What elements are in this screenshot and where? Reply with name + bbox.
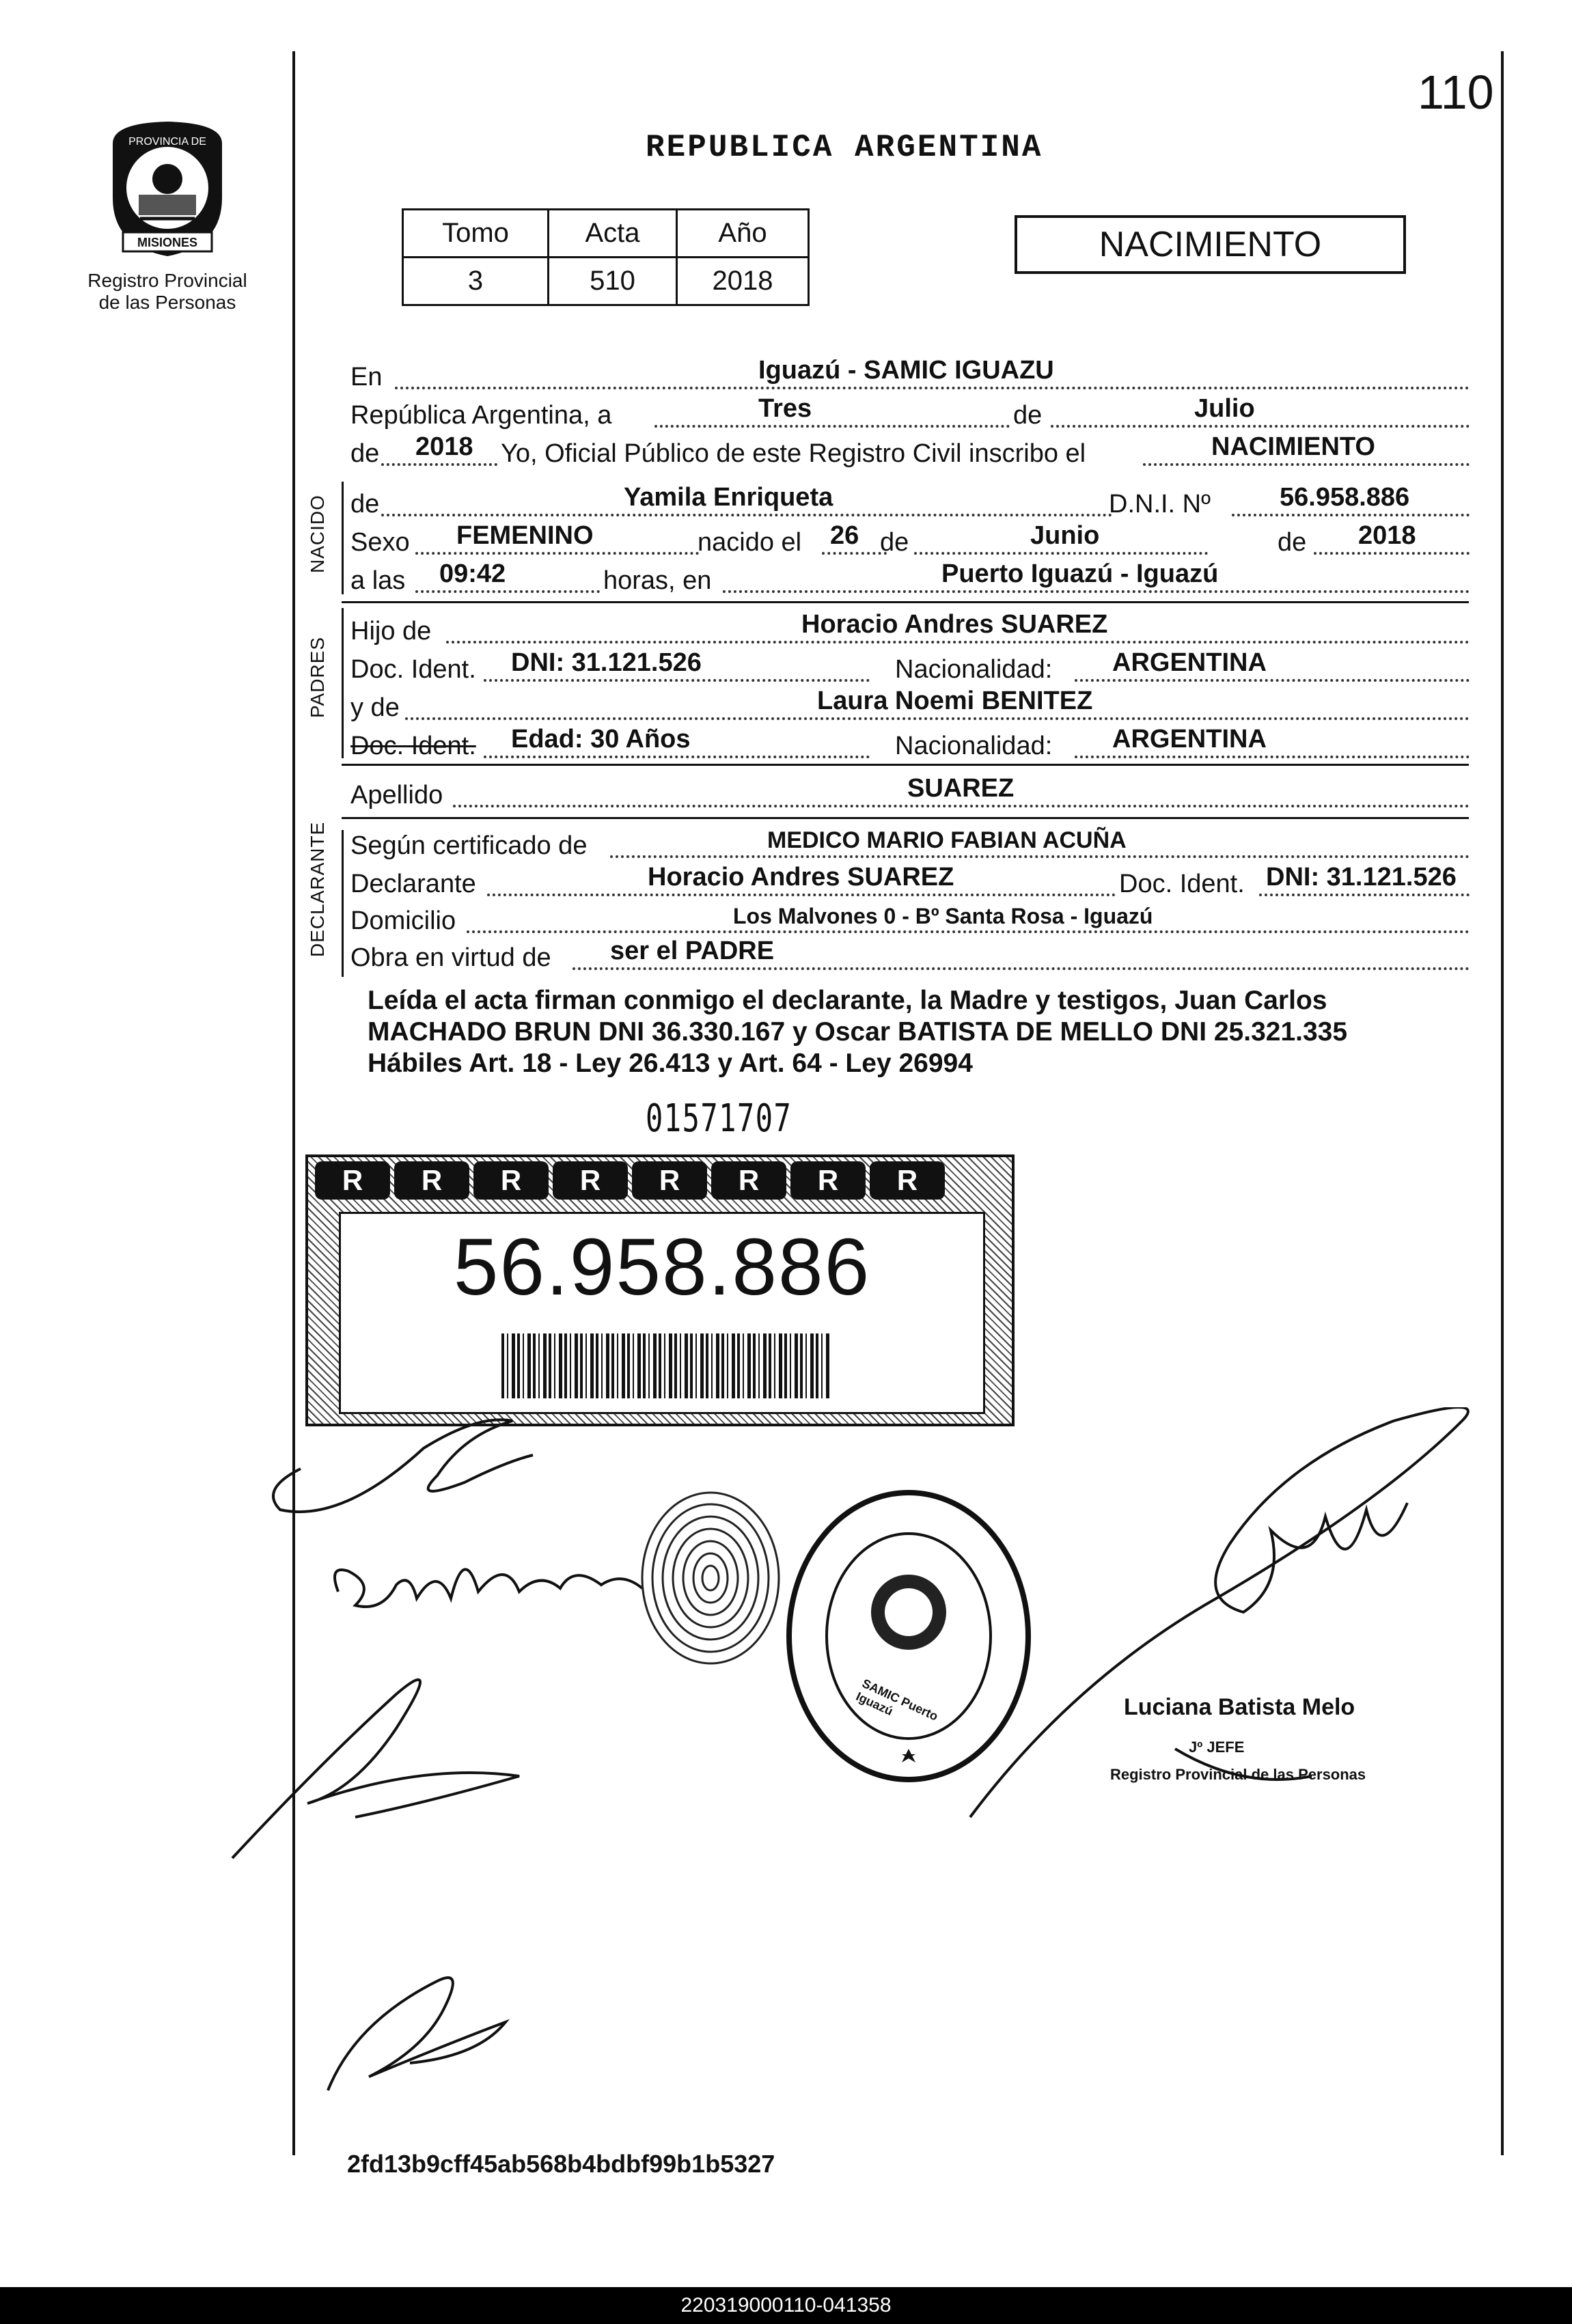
dotted-line [1143,463,1470,466]
dni-value: 56.958.886 [1280,483,1410,512]
row-inscribo [350,432,1470,471]
dotted-line [654,425,1010,428]
inscribo-label: Yo, Oficial Público de este Registro Civil inscribo el [501,439,1086,468]
logo-caption-line2: de las Personas [98,292,236,313]
sexo-value: FEMENINO [456,521,594,550]
row-domicilio [350,903,1470,939]
declarante-side-label: DECLARANTE [307,821,328,957]
birth-year: 2018 [1358,521,1416,550]
row-hijo [350,610,1470,649]
birth-day: 26 [830,521,859,550]
footer-code: 220319000110-041358 [0,2287,1572,2324]
act-type-box: NACIMIENTO [1015,215,1406,274]
madre-nac: ARGENTINA [1112,725,1267,753]
section-divider-padres [342,608,344,758]
madre-doc: Edad: 30 Años [511,725,691,753]
dotted-line [484,679,870,682]
horas-en-label: horas, en [603,566,712,595]
closing-line3: Hábiles Art. 18 - Ley 26.413 y Art. 64 - Ley 26994 [368,1049,973,1078]
dotted-line [1051,425,1470,428]
row-madre-doc [350,725,1470,764]
birth-de1-label: de [880,528,909,557]
registry-table [402,208,810,306]
doc2-label: Doc. Ident. [350,732,476,760]
svg-text:MISIONES: MISIONES [137,236,198,249]
barcode [501,1333,829,1398]
decl-doc-value: DNI: 31.121.526 [1266,863,1457,891]
inscribo-value: NACIMIENTO [1211,432,1375,461]
official-name: Luciana Batista Melo [1124,1694,1355,1720]
day-value: Tres [758,394,812,423]
en-label: En [350,363,383,391]
acta-header: Acta [549,210,677,258]
madre-value: Laura Noemi BENITEZ [817,687,1093,715]
birth-de2-label: de [1278,528,1307,557]
padre-nac: ARGENTINA [1112,648,1267,677]
nombre-label: de [350,490,380,518]
nombre-value: Yamila Enriqueta [624,483,833,512]
section-separator [342,601,1469,603]
dotted-line [822,552,887,555]
dotted-line [487,894,1116,896]
row-nombre [350,483,1470,522]
closing-line1: Leída el acta firman conmigo el declarante, la Madre y testigos, Juan Carlos [368,986,1327,1015]
row-sexo [350,521,1470,560]
row-hora [350,559,1470,598]
signature-3 [328,1978,506,2090]
padre-value: Horacio Andres SUAREZ [801,610,1108,639]
dotted-line [405,717,1470,720]
dotted-line [446,641,1470,644]
row-obra [350,937,1470,976]
apellido-label: Apellido [350,781,443,810]
dotted-line [610,855,1470,858]
padres-side-label: PADRES [307,636,328,718]
dotted-line [467,930,1470,933]
dni-inner-panel [339,1212,985,1414]
dni-sticker [305,1154,1015,1426]
obra-label: Obra en virtud de [350,943,551,972]
r-pattern-row [308,1157,1015,1205]
hijo-label: Hijo de [350,617,432,646]
dotted-line [484,756,870,758]
dotted-line [453,805,1470,807]
year-value: 2018 [415,432,473,461]
doc-label: Doc. Ident. [350,655,476,684]
dotted-line [415,552,699,555]
declarante-value: Horacio Andres SUAREZ [648,863,954,891]
signature-2 [232,1680,519,1858]
logo-caption [75,270,260,314]
republica-label: República Argentina, a [350,401,612,430]
official-role: Jº JEFE [1189,1739,1245,1756]
acta-value: 510 [549,258,677,305]
signature-benitez [335,1569,642,1607]
certificado-label: Según certificado de [350,831,588,860]
declarante-label: Declarante [350,870,476,898]
row-madre [350,687,1470,725]
registry-stamp [789,1493,1028,1780]
row-apellido [350,774,1470,813]
en-value: Iguazú - SAMIC IGUAZU [758,356,1054,385]
hora-value: 09:42 [439,559,506,588]
anio-value: 2018 [677,258,809,305]
dotted-line [1075,679,1470,682]
dotted-line [914,552,1208,555]
dotted-line [723,590,1470,593]
dni-sticker-number: 56.958.886 [453,1222,871,1312]
svg-text:PROVINCIA DE: PROVINCIA DE [128,136,206,148]
dotted-line [395,387,1470,389]
r-mark: R [870,1161,945,1200]
section-divider-declarante [342,830,344,977]
official-office: Registro Provincial de las Personas [1110,1766,1366,1783]
dni-label: D.N.I. Nº [1109,490,1211,518]
dotted-line [1314,552,1470,555]
dotted-line [573,967,1470,970]
dotted-line [1075,756,1470,758]
r-mark: R [473,1161,549,1200]
logo-caption-line1: Registro Provincial [87,270,247,291]
row-republica [350,394,1470,433]
nacido-label: nacido el [698,528,802,557]
row-en [350,356,1470,395]
obra-value: ser el PADRE [610,937,775,965]
closing-line2: MACHADO BRUN DNI 36.330.167 y Oscar BATISTA DE MELLO DNI 25.321.335 [368,1017,1348,1047]
document-hash: 2fd13b9cff45ab568b4bdbf99b1b5327 [347,2150,775,2178]
domicilio-label: Domicilio [350,907,456,935]
decl-doc-label: Doc. Ident. [1119,870,1245,898]
row-padre-doc [350,648,1470,687]
r-mark: R [790,1161,866,1200]
dotted-line [381,463,497,466]
nac-label: Nacionalidad: [895,655,1053,684]
nac2-label: Nacionalidad: [895,732,1053,760]
month-value: Julio [1194,394,1255,423]
hora-label: a las [350,566,406,595]
nacido-side-label: NACIDO [307,495,328,573]
section-separator [342,817,1469,819]
province-logo [99,116,236,260]
section-divider-nacido [342,482,344,594]
dotted-line [381,514,1112,516]
padre-doc: DNI: 31.121.526 [511,648,702,677]
closing-statement [368,985,1488,1079]
r-mark: R [632,1161,707,1200]
domicilio-value: Los Malvones 0 - Bº Santa Rosa - Iguazú [733,904,1153,928]
r-mark: R [553,1161,628,1200]
row-certificado [350,828,1470,863]
stamp-outer-text [851,1578,1056,1597]
yde-label: y de [350,693,400,722]
birth-month: Junio [1030,521,1100,550]
anio-header: Año [677,210,809,258]
certificado-value: MEDICO MARIO FABIAN ACUÑA [767,827,1127,853]
serial-number: 01571707 [646,1096,792,1141]
stamp-inner-text: SAMIC Puerto Iguazú [853,1676,941,1724]
dotted-line [1232,514,1470,516]
year-label: de [350,439,380,468]
r-mark: R [711,1161,786,1200]
tomo-value: 3 [403,258,549,305]
section-separator [342,764,1469,766]
document-title: REPUBLICA ARGENTINA [646,130,1043,165]
signature-1 [273,1420,533,1512]
r-mark: R [394,1161,469,1200]
dotted-line [415,590,600,593]
sexo-label: Sexo [350,528,410,557]
fingerprint [642,1493,779,1663]
de-label: de [1013,401,1043,430]
lugar-value: Puerto Iguazú - Iguazú [941,559,1219,588]
apellido-value: SUAREZ [907,774,1015,803]
r-mark: R [315,1161,390,1200]
dotted-line [1259,894,1470,896]
row-declarante [350,863,1470,902]
page-number: 110 [1418,66,1494,119]
tomo-header: Tomo [403,210,549,258]
